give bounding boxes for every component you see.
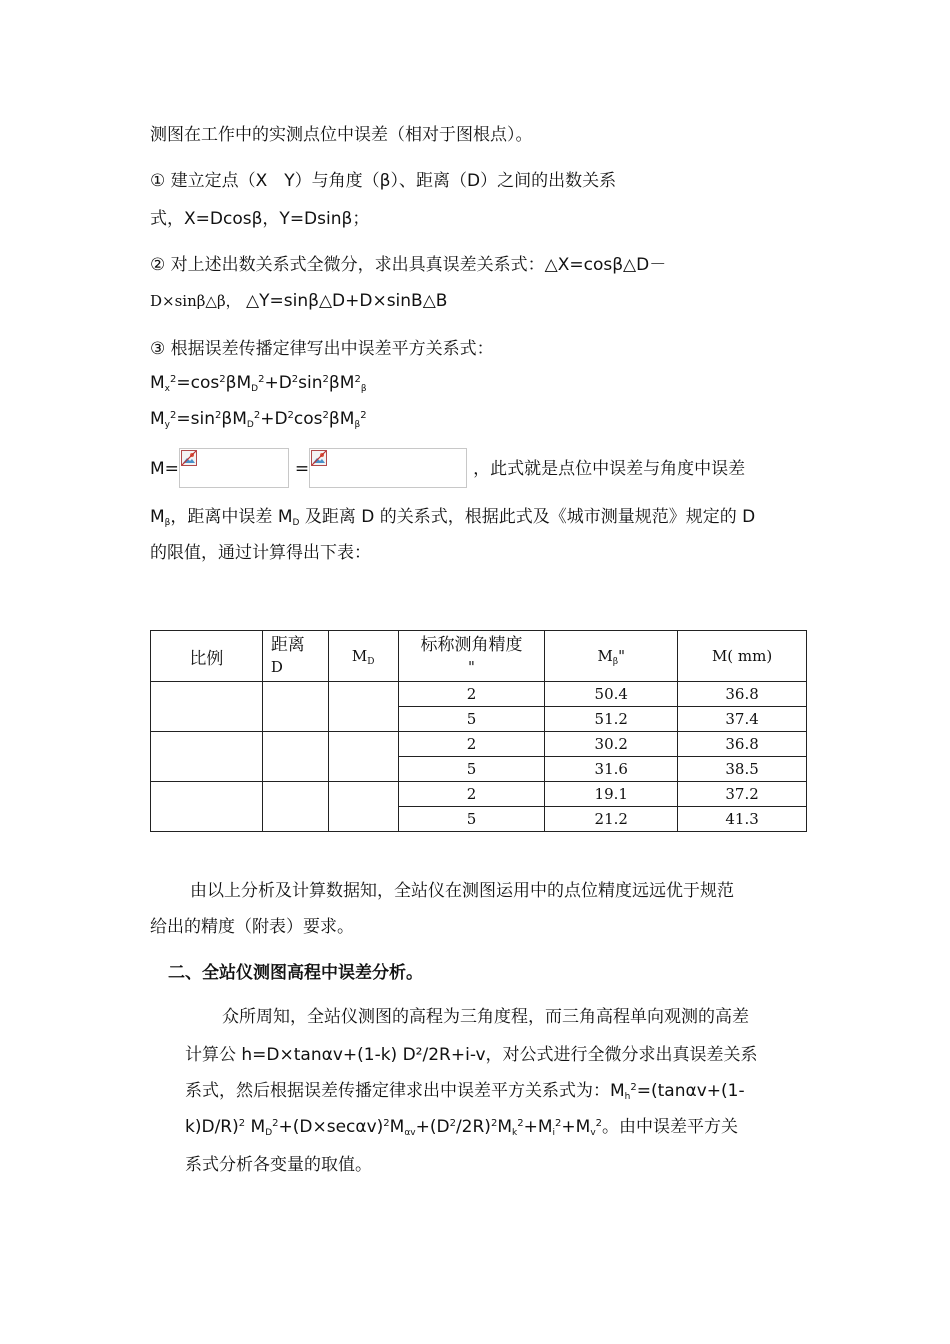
table-cell: 50.4 — [545, 682, 678, 707]
table-row — [151, 732, 807, 757]
paragraph-10: $M_\beta$，距离中误差 $M_D$ 及距离 D 的关系式，根据此式及《城市测量规范》规定的 D — [150, 507, 756, 528]
formula-mx: $M_x^2=\cos^2\beta M_D^2+D^2\sin^2\beta M^2_\beta$ — [150, 373, 367, 394]
broken-image-icon — [181, 450, 197, 466]
table-cell: 36.8 — [678, 732, 807, 757]
formula-dx-tail: D×sinβ△β， — [150, 292, 241, 310]
formula-m-label: M= — [150, 459, 179, 479]
table-cell: 5 — [398, 807, 545, 832]
table-cell — [262, 782, 328, 832]
table-cell — [328, 782, 398, 832]
table-cell — [151, 732, 263, 782]
paragraph-6: ③ 根据误差传播定律写出中误差平方关系式： — [150, 339, 494, 359]
formula-equals: = — [294, 459, 310, 479]
table-cell — [151, 782, 263, 832]
formula-image-1 — [179, 448, 289, 488]
table-header-row — [151, 631, 807, 682]
paragraph-16: 系式，然后根据误差传播定律求出中误差平方关系式为：$M_h^2=(\tan\alpha v+(1-$ — [185, 1081, 745, 1102]
table-cell: 2 — [398, 732, 545, 757]
paragraph-3: 式，X=Dcosβ，Y=Dsinβ； — [150, 209, 370, 229]
table-cell: 41.3 — [678, 807, 807, 832]
table-cell — [151, 682, 263, 732]
table-cell: 2 — [398, 682, 545, 707]
precision-table — [150, 630, 807, 832]
header-md: $M_D$ — [328, 631, 398, 682]
section-heading-2: 二、全站仪测图高程中误差分析。 — [168, 963, 423, 983]
paragraph-4: ② 对上述出数关系式全微分，求出具真误差关系式：△X=cosβ△D－ — [150, 255, 667, 275]
paragraph-5 — [150, 288, 447, 314]
table-cell: 21.2 — [545, 807, 678, 832]
formula-m — [150, 448, 745, 488]
table-cell: 38.5 — [678, 757, 807, 782]
paragraph-18: 系式分析各变量的取值。 — [185, 1155, 372, 1175]
paragraph-15: 计算公 h=D×tanαv+(1-k) D²/2R+i-v，对公式进行全微分求出真误差关系 — [185, 1045, 758, 1065]
table-cell: 30.2 — [545, 732, 678, 757]
table-cell: 51.2 — [545, 707, 678, 732]
table-cell: 5 — [398, 707, 545, 732]
table-cell: 31.6 — [545, 757, 678, 782]
formula-image-2 — [309, 448, 467, 488]
table-cell: 36.8 — [678, 682, 807, 707]
table-row — [151, 682, 807, 707]
paragraph-2: ① 建立定点（X Y）与角度（β）、距离（D）之间的出数关系 — [150, 171, 617, 191]
table-cell — [328, 682, 398, 732]
formula-my: $M_y^2=\sin^2\beta M_D^2+D^2\cos^2\beta M_\beta^2$ — [150, 409, 367, 430]
table-cell — [328, 732, 398, 782]
paragraph-17: k)D/R)$^2$ $M_D^2+(D\times\sec\alpha v)^2M_{\alpha v}+(D^2/2R)^2M_k^2+M_i^2+M_v^2$。由中误差平方关 — [185, 1117, 739, 1138]
header-scale: 比例 — [151, 631, 263, 682]
header-mbeta: $M_\beta$" — [545, 631, 678, 682]
paragraph-14: 众所周知，全站仪测图的高程为三角度程，而三角高程单向观测的高差 — [222, 1007, 749, 1027]
paragraph-13: 给出的精度（附表）要求。 — [150, 917, 354, 937]
table-cell — [262, 682, 328, 732]
paragraph-9-tail: ，此式就是点位中误差与角度中误差 — [473, 459, 746, 479]
paragraph-11: 的限值，通过计算得出下表： — [150, 543, 371, 563]
table-cell — [262, 732, 328, 782]
paragraph-12: 由以上分析及计算数据知，全站仪在测图运用中的点位精度远远优于规范 — [190, 881, 734, 901]
table-cell: 37.4 — [678, 707, 807, 732]
table-row — [151, 782, 807, 807]
header-m: M( mm) — [678, 631, 807, 682]
paragraph-1: 测图在工作中的实测点位中误差（相对于图根点）。 — [150, 125, 533, 145]
table-cell: 2 — [398, 782, 545, 807]
table-cell: 5 — [398, 757, 545, 782]
table-cell: 37.2 — [678, 782, 807, 807]
table-cell: 19.1 — [545, 782, 678, 807]
broken-image-icon — [311, 450, 327, 466]
header-angle-precision: 标称测角精度 " — [398, 631, 545, 682]
formula-dy: △Y=sinβ△D+D×sinB△B — [246, 291, 448, 311]
header-distance: 距离 D — [262, 631, 328, 682]
